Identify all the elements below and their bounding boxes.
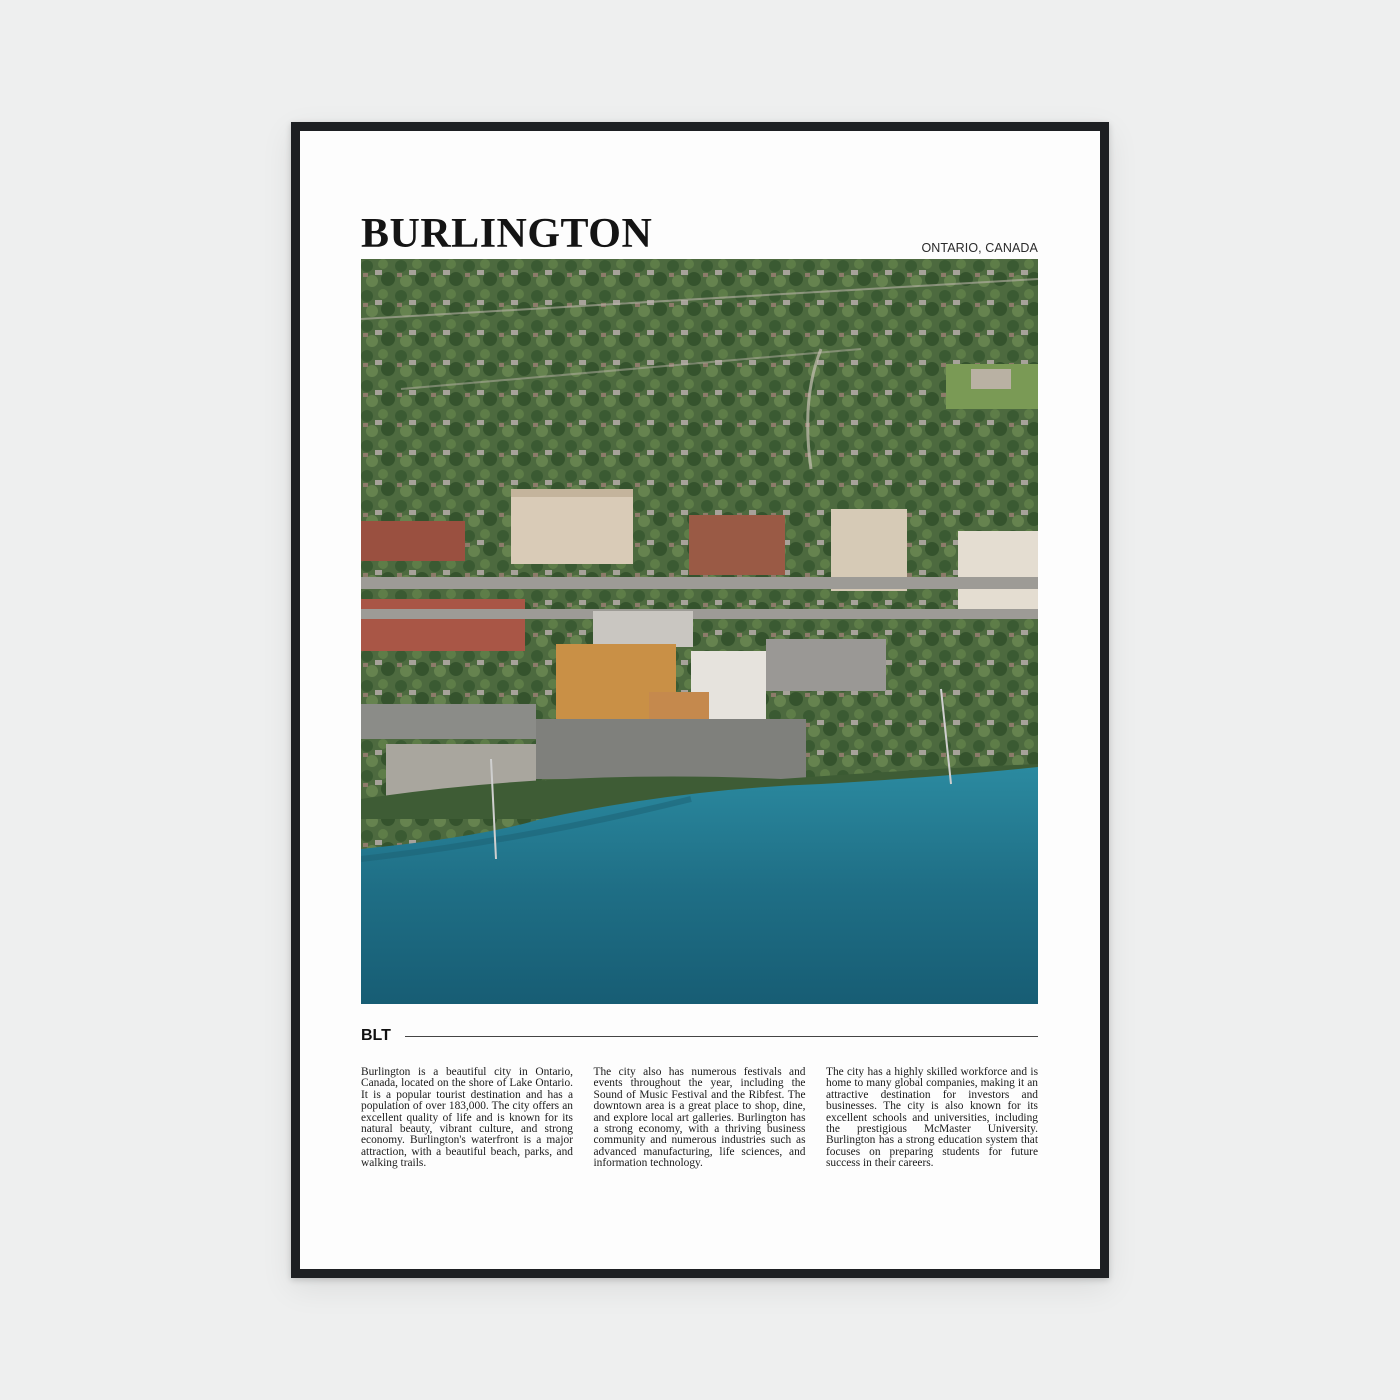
poster: [300, 131, 1100, 1269]
city-code: BLT: [361, 1027, 391, 1044]
description-column: The city has a highly skilled workforce and is home to many global companies, making it an attractive destination for investors and businesses. The city is also known for its excellent schools and universities, including the prestigious McMaster University. Burlington has a strong education system that focuses on preparing students for future success in their careers.: [826, 1066, 1038, 1170]
description-column: The city also has numerous festivals and events throughout the year, including the Sound of Music Festival and the Ribfest. The downtown area is a great place to shop, dine, and explore local art galleries. Burlington has a strong economy, with a thriving business community and numerous industries such as advanced manufacturing, life sciences, and information technology.: [593, 1066, 806, 1170]
aerial-photo-illustration: [361, 259, 1038, 1004]
description-column: Burlington is a beautiful city in Ontario, Canada, located on the shore of Lake Ontario. It is a popular tourist destination and has a population of over 183,000. The city offers an excellent quality of life and is known for its natural beauty, vibrant culture, and strong economy. Burlington's waterfront is a major attraction, with a beautiful beach, parks, and walking trails.: [361, 1066, 573, 1170]
poster-subtitle: ONTARIO, CANADA: [921, 241, 1038, 255]
poster-frame: [291, 122, 1109, 1278]
divider-line: [405, 1036, 1038, 1037]
aerial-photo: [361, 259, 1038, 1004]
poster-title: BURLINGTON: [361, 211, 653, 257]
description-columns: [361, 1067, 1038, 1170]
